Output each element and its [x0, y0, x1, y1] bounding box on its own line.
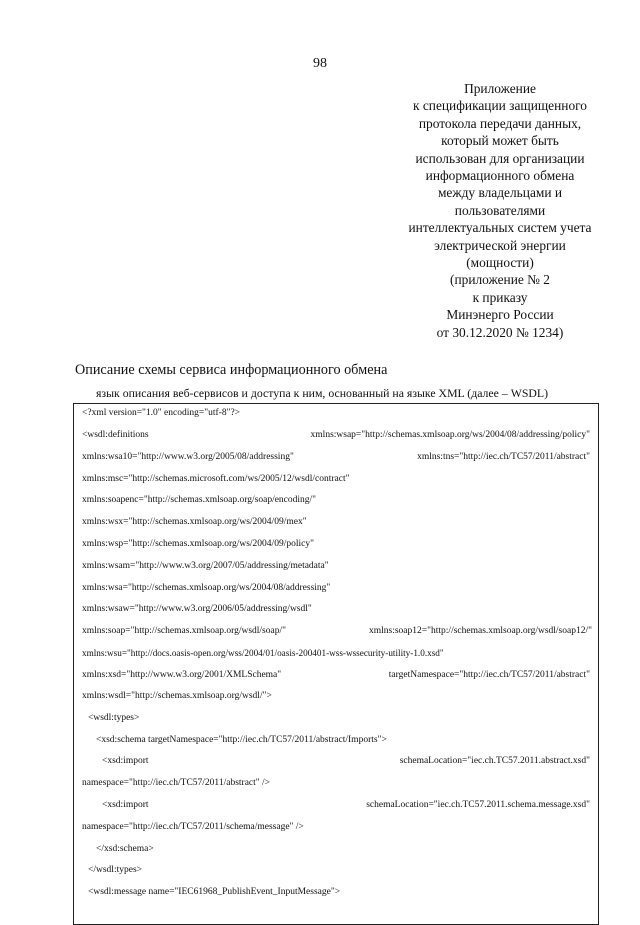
code-line: xmlns:soap="http://schemas.xmlsoap.org/wsdl/soap/" — [82, 626, 286, 636]
code-line: xmlns:wsdl="http://schemas.xmlsoap.org/wsdl/"> — [82, 691, 272, 701]
code-line: xmlns:soap12="http://schemas.xmlsoap.org/wsdl/soap12/" — [369, 626, 592, 636]
code-line: namespace="http://iec.ch/TC57/2011/abstract" /> — [82, 778, 271, 788]
code-line: xmlns:wsap="http://schemas.xmlsoap.org/ws/2004/08/addressing/policy" — [310, 430, 590, 440]
appendix-line: который может быть — [441, 133, 559, 149]
appendix-line: к спецификации защищенного — [412, 98, 588, 114]
appendix-line: к приказу — [472, 289, 528, 305]
code-line: xmlns:wsam="http://www.w3.org/2007/05/addressing/metadata" — [82, 561, 329, 571]
section-subtitle: язык описания веб-сервисов и доступа к ним, основанный на языке XML (далее – WSDL) — [96, 386, 549, 400]
code-line: xmlns:wsu="http://docs.oasis-open.org/wss/2004/01/oasis-200401-wss-wssecurity-utility-1.0.xsd" — [82, 648, 444, 658]
code-line: </wsdl:types> — [88, 865, 142, 875]
code-line: xmlns:wsa="http://schemas.xmlsoap.org/ws/2004/08/addressing" — [82, 583, 331, 593]
code-line: xmlns:wsx="http://schemas.xmlsoap.org/ws/2004/09/mex" — [82, 517, 307, 527]
page-number: 98 — [313, 56, 327, 71]
code-line: xmlns:wsaw="http://www.w3.org/2006/05/addressing/wsdl" — [82, 604, 312, 614]
appendix-block — [380, 80, 620, 341]
appendix-line: протокола передачи данных, — [418, 115, 582, 131]
code-line: schemaLocation="iec.ch.TC57.2011.abstract.xsd" — [399, 756, 590, 766]
appendix-line: интеллектуальных систем учета — [408, 220, 592, 236]
appendix-line: (приложение № 2 — [450, 272, 550, 288]
code-line: <xsd:schema targetNamespace="http://iec.ch/TC57/2011/abstract/Imports"> — [96, 735, 387, 745]
wsdl-code-box — [73, 403, 599, 925]
code-line: xmlns:xsd="http://www.w3.org/2001/XMLSchema" — [82, 670, 282, 680]
appendix-line: информационного обмена — [425, 168, 575, 184]
code-line: xmlns:wsa10="http://www.w3.org/2005/08/addressing" — [82, 452, 294, 462]
code-line: <xsd:import — [102, 756, 149, 766]
section-title: Описание схемы сервиса информационного обмена — [75, 362, 388, 378]
appendix-line: Приложение — [464, 81, 536, 96]
code-line: <wsdl:message name="IEC61968_PublishEvent_InputMessage"> — [88, 887, 341, 897]
code-line: xmlns:wsp="http://schemas.xmlsoap.org/ws/2004/09/policy" — [82, 539, 314, 549]
appendix-line: Минэнерго России — [446, 307, 554, 323]
code-line: targetNamespace="http://iec.ch/TC57/2011/abstract" — [388, 670, 590, 680]
code-line: namespace="http://iec.ch/TC57/2011/schema/message" /> — [82, 822, 304, 832]
code-line: xmlns:msc="http://schemas.microsoft.com/ws/2005/12/wsdl/contract" — [82, 474, 350, 484]
code-line: <xsd:import — [102, 800, 149, 810]
code-line: <?xml version="1.0" encoding="utf-8"?> — [82, 408, 241, 418]
appendix-line: электрической энергии — [434, 237, 566, 253]
code-line: <wsdl:types> — [88, 713, 140, 723]
appendix-line: (мощности) — [466, 255, 534, 271]
code-line: xmlns:soapenc="http://schemas.xmlsoap.org/soap/encoding/" — [82, 495, 317, 505]
appendix-line: пользователями — [454, 202, 546, 218]
code-line: <wsdl:definitions — [82, 430, 149, 440]
code-line: xmlns:tns="http://iec.ch/TC57/2011/abstract" — [417, 452, 590, 462]
code-line: schemaLocation="iec.ch.TC57.2011.schema.message.xsd" — [366, 800, 590, 810]
code-line: </xsd:schema> — [96, 844, 154, 854]
appendix-line: между владельцами и — [437, 185, 563, 201]
appendix-line: использован для организации — [415, 150, 585, 166]
appendix-line: от 30.12.2020 № 1234) — [436, 324, 564, 340]
